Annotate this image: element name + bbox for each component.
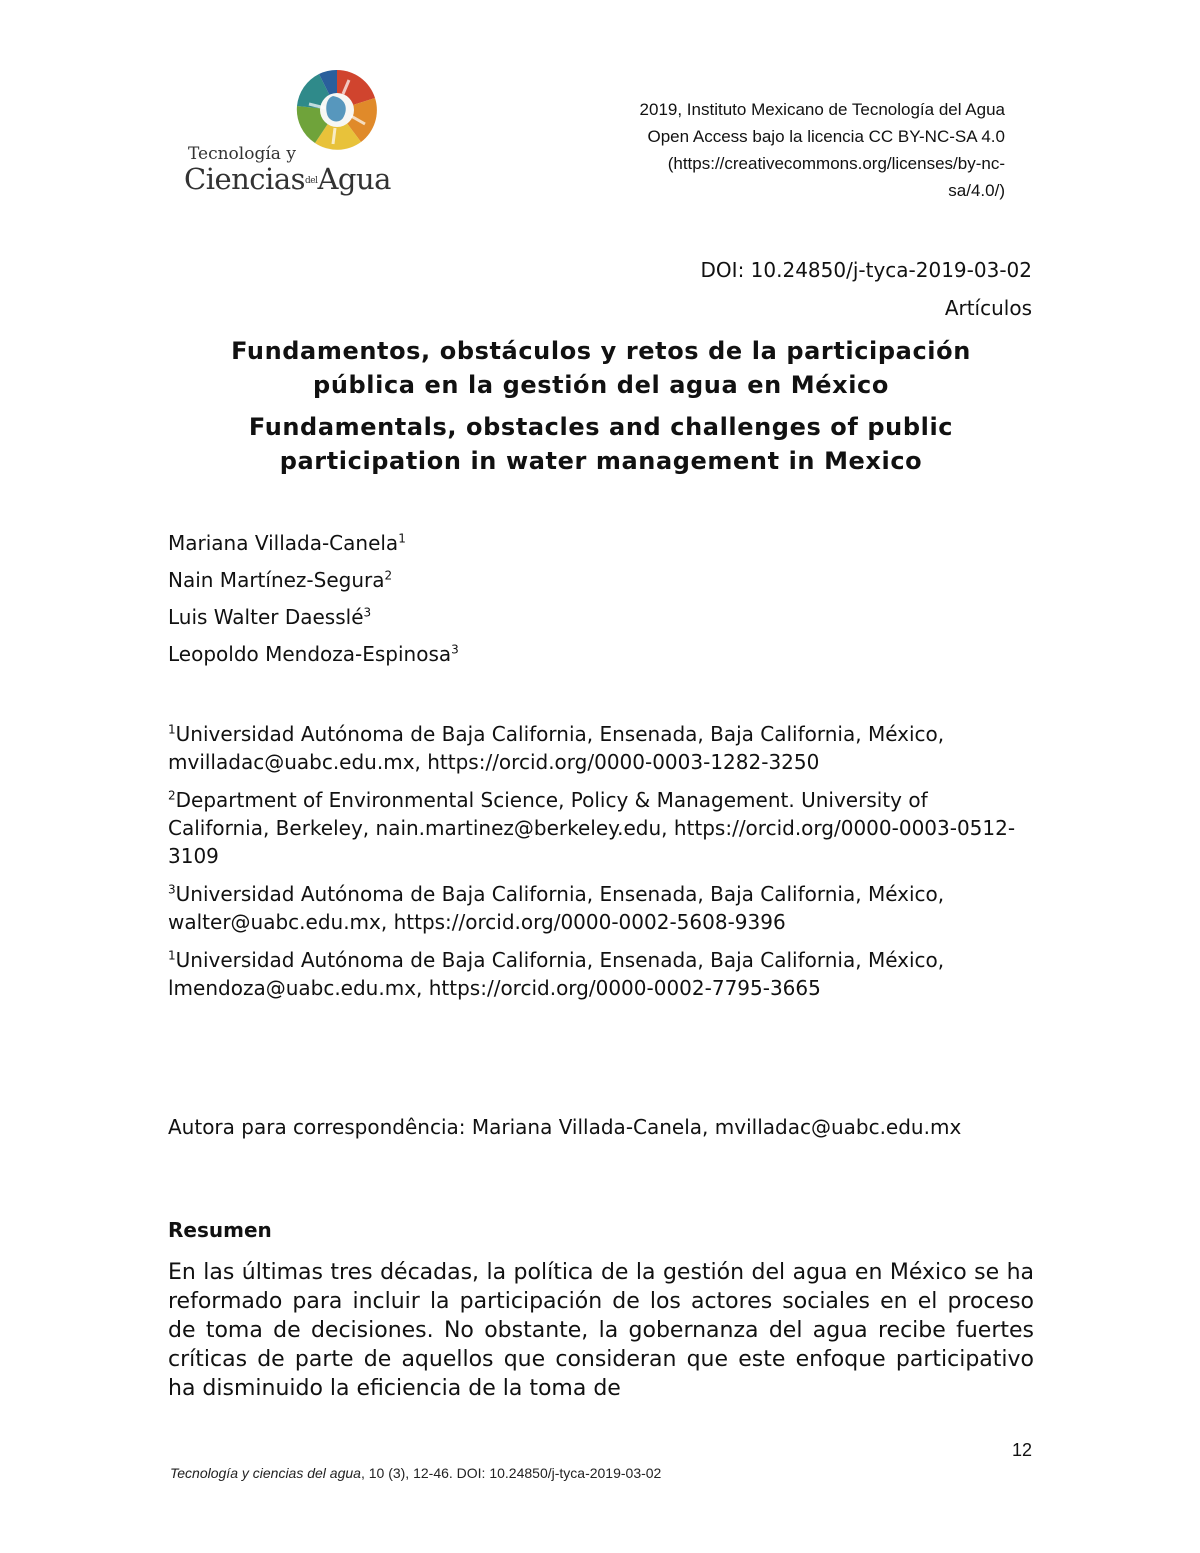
logo-text-del: del [305,176,318,186]
logo-text-line1: Tecnología y [188,144,296,164]
author-name: Leopoldo Mendoza-Espinosa [168,642,452,666]
affiliation-text: Universidad Autónoma de Baja California, Ensenada, Baja California, México, walter@uabc.edu.mx, https://orcid.org/0000-0002-5608-9396 [168,882,945,934]
title-es-line-2: pública en la gestión del agua en México [313,371,889,399]
header-line-4: sa/4.0/) [948,181,1005,200]
author-list [168,528,459,676]
affiliation [168,946,1034,1002]
title-english [168,410,1034,478]
header-line-1: 2019, Instituto Mexicano de Tecnología del Agua [639,100,1005,119]
affiliation [168,720,1034,776]
logo-emblem-icon [275,62,405,157]
corresponding-author: Autora para correspondência: Mariana Villada-Canela, mvilladac@uabc.edu.mx [168,1115,962,1139]
article-section: Artículos [944,296,1032,320]
affiliation-mark: 1 [168,722,176,737]
affiliation-text: Department of Environmental Science, Policy & Management. University of California, Berkeley, nain.martinez@berkeley.edu, https://orcid.org/0000-0003-0512-3109 [168,788,1016,868]
author-name: Mariana Villada-Canela [168,531,399,555]
logo-text-ciencias: Ciencias [184,162,305,196]
abstract-heading: Resumen [168,1218,272,1242]
author-affiliation-mark: 3 [451,642,459,657]
author [168,528,459,565]
page-number: 12 [1011,1440,1032,1460]
affiliation-mark: 3 [168,882,176,897]
article-doi: DOI: 10.24850/j-tyca-2019-03-02 [700,258,1032,282]
footer-citation: , 10 (3), 12-46. DOI: 10.24850/j-tyca-2019-03-02 [360,1465,662,1481]
title-spanish [168,334,1034,402]
affiliation-text: Universidad Autónoma de Baja California, Ensenada, Baja California, México, lmendoza@uabc.edu.mx, https://orcid.org/0000-0002-7795-3665 [168,948,945,1000]
title-es-line-1: Fundamentos, obstáculos y retos de la participación [231,337,971,365]
page-footer [170,1465,661,1481]
header-line-2: Open Access bajo la licencia CC BY-NC-SA 4.0 [647,127,1005,146]
license-header [535,96,1005,204]
author-affiliation-mark: 3 [363,605,372,620]
affiliation-mark: 1 [168,948,176,963]
journal-logo [180,62,410,197]
affiliation [168,786,1034,870]
logo-text-agua: Agua [317,162,391,196]
affiliation-text: Universidad Autónoma de Baja California, Ensenada, Baja California, México, mvilladac@uabc.edu.mx, https://orcid.org/0000-0003-1282-3250 [168,722,945,774]
affiliation-mark: 2 [168,788,176,803]
abstract-text: En las últimas tres décadas, la política de la gestión del agua en México se ha reformado para incluir la participación de los actores sociales en el proceso de toma de decisiones. No obstante, la gobernanza del agua recibe fuertes críticas de parte de aquellos que consideran que este enfoque participativo ha disminuido la eficiencia de la toma de [168,1260,1034,1401]
author-affiliation-mark: 1 [398,531,406,546]
logo-text-line2 [184,162,391,196]
title-en-line-2: participation in water management in Mexico [279,447,923,475]
title-en-line-1: Fundamentals, obstacles and challenges of public [248,413,954,441]
author [168,602,459,639]
author-name: Nain Martínez-Segura [168,568,385,592]
footer-journal: Tecnología y ciencias del agua [170,1465,361,1481]
author-affiliation-mark: 2 [384,568,393,583]
author-name: Luis Walter Daesslé [168,605,364,629]
author [168,639,459,676]
header-line-3: (https://creativecommons.org/licenses/by-nc- [667,154,1005,173]
author [168,565,459,602]
affiliation [168,880,1034,936]
affiliation-list [168,720,1034,1012]
